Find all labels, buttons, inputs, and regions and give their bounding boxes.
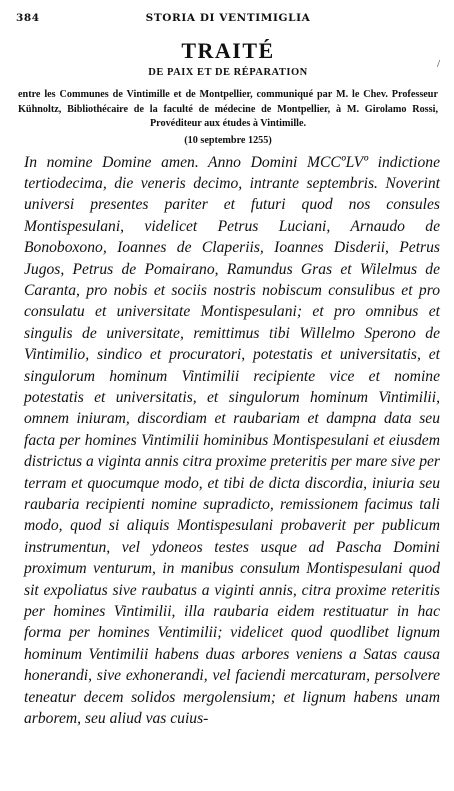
- date-line: (10 septembre 1255): [184, 134, 272, 146]
- body-paragraph: In nomine Domine amen. Anno Domini MCCºLVº indictione tertiodecima, die veneris decimo, intrante septembris. Noverint universi presentes pariter et futuri quod nos consules Montispesulani, videlicet Petrus Luciani, Arnaudo de Bonoboxono, Ioannes de Claperiis, Ioannes Disderii, Petrus Jugos, Petrus de Pomairano, Ramundus Gras et Wilelmus de Caranta, pro nobis et sociis nostris nobiscum consulibus et pro consulatu et universitate Montispesulani; et pro omnibus et singulis de universitate, remittimus tibi Willelmo Sperono de Vintimilio, sindico et procuratori, potestatis et universitatis, et singulorum hominum Vintimilii recipiente vice et nomine potestatis et universitatis, et singulorum hominum Vintimilii, omnem iniuram, discordiam et raubariam et dampna data seu facta per homines Vintimilii hominibus Montispesulani et eiusdem districtus a viginta annis citra proxime preteritis per mare sive per terram et quocumque modo, et tibi de dicta discordia, iniuria seu raubaria recipienti nomine supradicto, remissionem facimus tali modo, quod si aliquis Montispesulani probaverit per publicum instrumentun, vel ydoneos testes usque ad Pascha Domini proximum venturum, in manibus consulum Montispesulani quod sit expoliatus sive raubatus a viginti annis, citra proxime reteritis per homines Vintimilii, illa raubaria eidem restituatur in hac forma per homines Ventimilii; videlicet quod quodlibet lignum hominum Ventimilii habens duas arbores veniens a Satas causa honerandi, sive exhonerandi, vel faciendi mercaturam, persolvere teneatur decem solidos mergolensium; et lignum habens unam arborem, seu aliud vas cuius-: [24, 153, 440, 728]
- document-subtitle: DE PAIX ET DE RÉPARATION: [148, 67, 308, 78]
- margin-mark: /: [437, 58, 441, 70]
- running-head: [16, 12, 440, 28]
- running-title: STORIA DI VENTIMIGLIA: [145, 12, 311, 24]
- page-number: 384: [16, 12, 40, 24]
- document-title: TRAITÉ: [181, 38, 275, 63]
- body-text: [16, 152, 440, 730]
- intro-paragraph: entre les Communes de Vintimille et de Montpellier, communiqué par M. le Chev. Professeur Kühnoltz, Bibliothécaire de la faculté de médecine de Montpellier, à M. Girolamo Rossi, Provéditeur aux études à Vintimille.: [18, 89, 438, 129]
